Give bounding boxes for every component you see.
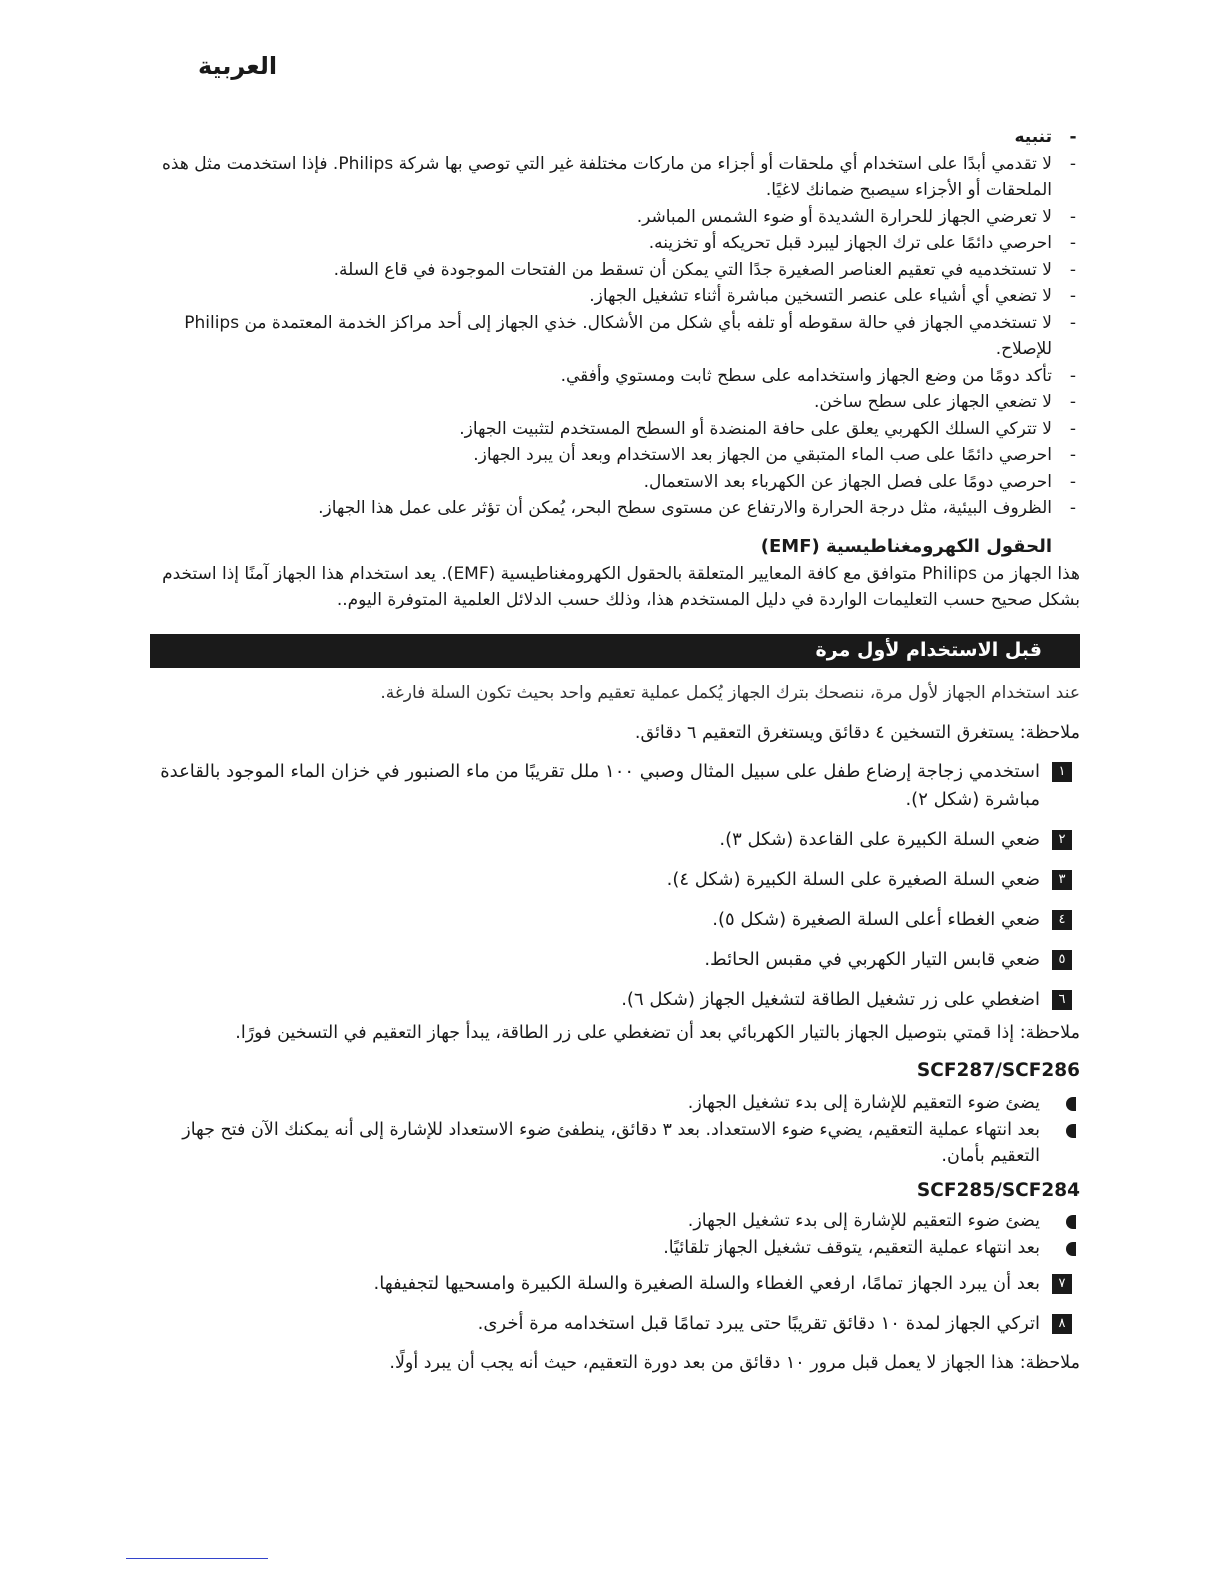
emf-section [150,534,1080,614]
model-heading-285-284: SCF285/SCF284 [916,1180,1080,1201]
bullet-icon [1066,1097,1076,1111]
step-number: ٦ [1052,990,1072,1010]
model-bullets-285-284 [150,1208,1080,1261]
warning-item: - لا تضعي الجهاز على سطح ساخن. [813,392,1077,412]
warnings-list [150,124,1080,522]
intro-text: عند استخدام الجهاز لأول مرة، ننصحك بترك الجهاز يُكمل عملية تعقيم واحد بحيث تكون السلة فارغة. [380,683,1080,703]
step-item: ٢ ضعي السلة الكبيرة على القاعدة (شكل ٣). [150,826,1080,854]
step-number: ٨ [1052,1314,1072,1334]
warning-item: - احرصي دائمًا على ترك الجهاز ليبرد قبل تحريكه أو تخزينه. [648,233,1077,253]
bullet-item: يضئ ضوء التعقيم للإشارة إلى بدء تشغيل الجهاز. [150,1208,1080,1235]
warning-item: - احرصي دومًا على فصل الجهاز عن الكهرباء بعد الاستعمال. [643,471,1077,492]
step-item: ٧ بعد أن يبرد الجهاز تمامًا، ارفعي الغطاء والسلة الصغيرة والسلة الكبيرة وامسحيها لتجفيفها. [150,1270,1080,1298]
step-item: ٨ اتركي الجهاز لمدة ١٠ دقائق تقريبًا حتى يبرد تمامًا قبل استخدامه مرة أخرى. [150,1310,1080,1338]
warning-item: - تأكد دومًا من وضع الجهاز واستخدامه على سطح ثابت ومستوي وأفقي. [560,365,1077,386]
note-cooldown: ملاحظة: هذا الجهاز لا يعمل قبل مرور ١٠ دقائق من بعد دورة التعقيم، حيث أنه يجب أن يبرد أولًا. [389,1353,1080,1373]
steps-list-second [150,1270,1080,1350]
note-power-button: ملاحظة: إذا قمتي بتوصيل الجهاز بالتيار الكهربائي بعد أن تضغطي على زر الطاقة، يبدأ جهاز التعقيم في التسخين فورًا. [235,1023,1080,1043]
bullet-icon [1066,1215,1076,1229]
note-heating-time: ملاحظة: يستغرق التسخين ٤ دقائق ويستغرق التعقيم ٦ دقائق. [634,723,1080,743]
warning-item: - لا تقدمي أبدًا على استخدام أي ملحقات أو أجزاء من ماركات مختلفة غير التي توصي بها شركة Philips. فإذا استخدمت مثل هذه الملحقات أو الأجزاء سيصبح ضمانك لاغيًا. [162,153,1077,200]
step-item: ١ استخدمي زجاجة إرضاع طفل على سبيل المثال وصبي ١٠٠ ملل تقريبًا من ماء الصنبور في خزان الماء الموجود بالقاعدة مباشرة (شكل ٢). [150,758,1080,814]
step-item: ٣ ضعي السلة الصغيرة على السلة الكبيرة (شكل ٤). [150,866,1080,894]
bullet-item: يضئ ضوء التعقيم للإشارة إلى بدء تشغيل الجهاز. [150,1090,1080,1117]
warning-item: - لا تضعي أي أشياء على عنصر التسخين مباشرة أثناء تشغيل الجهاز. [589,286,1077,306]
model-heading-287-286: SCF287/SCF286 [916,1060,1080,1081]
step-number: ٧ [1052,1274,1072,1294]
emf-text: هذا الجهاز من Philips متوافق مع كافة المعايير المتعلقة بالحقول الكهرومغناطيسية (EMF). يعد استخدام هذا الجهاز آمنًا إذا استخدم بشكل صحيح حسب التعليمات الواردة في دليل المستخدم هذا، وذلك حسب الدلائل العلمية المتوفرة اليوم.. [162,563,1080,610]
step-item: ٤ ضعي الغطاء أعلى السلة الصغيرة (شكل ٥). [150,906,1080,934]
step-number: ١ [1052,762,1072,782]
section-title: قبل الاستخدام لأول مرة [815,639,1042,661]
warning-item: - احرصي دائمًا على صب الماء المتبقي من الجهاز بعد الاستخدام وبعد أن يبرد الجهاز. [473,445,1077,465]
step-number: ٥ [1052,950,1072,970]
steps-list-first [150,758,1080,1026]
step-number: ٤ [1052,910,1072,930]
step-number: ٢ [1052,830,1072,850]
warning-item: - لا تستخدميه في تعقيم العناصر الصغيرة جدًا التي يمكن أن تسقط من الفتحات الموجودة في قاع السلة. [333,259,1077,280]
step-item: ٦ اضغطي على زر تشغيل الطاقة لتشغيل الجهاز (شكل ٦). [150,986,1080,1014]
emf-heading: الحقول الكهرومغناطيسية (EMF) [760,536,1052,557]
model-bullets-287-286 [150,1090,1080,1170]
step-number: ٣ [1052,870,1072,890]
bullet-icon [1066,1124,1076,1138]
warnings-heading: - تنبيه [1014,127,1077,147]
bullet-icon [1066,1242,1076,1256]
page-title: العربية [198,52,278,80]
warning-item: - الظروف البيئية، مثل درجة الحرارة والارتفاع عن مستوى سطح البحر، يُمكن أن تؤثر على عمل هذا الجهاز. [318,498,1077,518]
footer-rule [126,1558,268,1559]
step-item: ٥ ضعي قابس التيار الكهربي في مقبس الحائط. [150,946,1080,974]
warning-item: - لا تتركي السلك الكهربي يعلق على حافة المنضدة أو السطح المستخدم لتثبيت الجهاز. [459,418,1077,439]
bullet-item: بعد انتهاء عملية التعقيم، يضيء ضوء الاستعداد. بعد ٣ دقائق، ينطفئ ضوء الاستعداد للإشارة إلى أنه يمكنك الآن فتح جهاز التعقيم بأمان. [150,1117,1080,1170]
warning-item: - لا تعرضي الجهاز للحرارة الشديدة أو ضوء الشمس المباشر. [636,206,1077,227]
bullet-item: بعد انتهاء عملية التعقيم، يتوقف تشغيل الجهاز تلقائيًا. [150,1235,1080,1262]
warning-item: - لا تستخدمي الجهاز في حالة سقوطه أو تلفه بأي شكل من الأشكال. خذي الجهاز إلى أحد مراكز الخدمة المعتمدة من Philips للإصلاح. [184,312,1077,359]
section-banner [150,634,1080,668]
